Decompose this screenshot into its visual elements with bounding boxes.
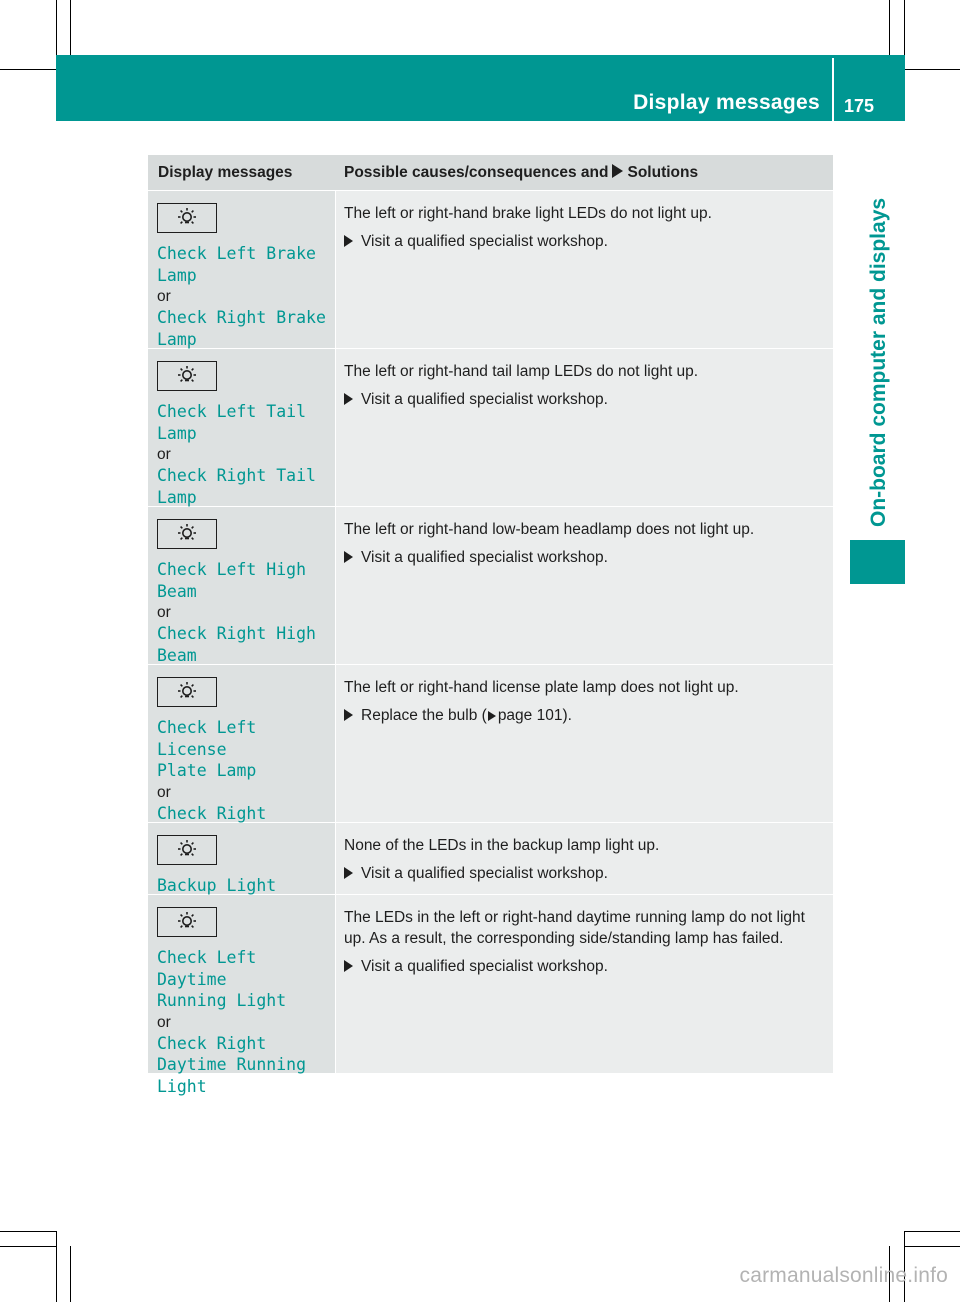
- solution-step: [344, 389, 819, 410]
- display-message: Check Right High Beam: [157, 624, 316, 665]
- display-message: Check Left Brake Lamp: [157, 244, 316, 285]
- lamp-icon-glyph: [175, 206, 199, 230]
- or-label: or: [157, 783, 171, 801]
- display-message: Check Right Brake Lamp: [157, 308, 326, 349]
- display-message: Backup Light: [157, 876, 277, 895]
- solution-step: [344, 231, 819, 252]
- lamp-icon: [157, 907, 217, 937]
- display-message: Check Left High Beam: [157, 560, 307, 601]
- table-row: [148, 348, 833, 506]
- solution-step: [344, 863, 819, 884]
- lamp-icon: [157, 835, 217, 865]
- table-row: [148, 664, 833, 822]
- table-row: [148, 506, 833, 664]
- table-row: [148, 822, 833, 894]
- display-message: Check Left Daytime Running Light: [157, 948, 287, 1010]
- action-arrow-icon: [344, 551, 353, 563]
- solution-text: Visit a qualified specialist workshop.: [361, 233, 608, 250]
- cause-text: The left or right-hand tail lamp LEDs do not light up.: [344, 363, 699, 380]
- side-tab: [850, 121, 905, 535]
- action-arrow-icon: [344, 235, 353, 247]
- action-arrow-icon: [344, 867, 353, 879]
- solution-text: Visit a qualified specialist workshop.: [361, 865, 608, 882]
- message-cell: [148, 349, 335, 506]
- page-reference-link[interactable]: page 101).: [497, 707, 572, 724]
- cause-cell: [336, 507, 833, 664]
- cause-text: The left or right-hand brake light LEDs do not light up.: [344, 205, 712, 222]
- display-messages-table: [148, 155, 833, 1096]
- solution-arrow-icon: [612, 164, 623, 178]
- display-message: Check Left Tail Lamp: [157, 402, 307, 443]
- lamp-icon-glyph: [175, 910, 199, 934]
- page-number: 175: [844, 96, 875, 116]
- lamp-icon-glyph: [175, 680, 199, 704]
- solution-step: [344, 956, 819, 977]
- table-row: [148, 190, 833, 348]
- cause-cell: [336, 823, 833, 894]
- lamp-icon: [157, 519, 217, 549]
- column-header-causes: [336, 155, 833, 190]
- action-arrow-icon: [344, 393, 353, 405]
- crop-mark: [56, 0, 57, 56]
- message-cell: [148, 895, 335, 1096]
- table-body: [148, 190, 833, 1096]
- header-divider: [832, 58, 834, 121]
- column-header-causes-text: Possible causes/consequences and: [344, 164, 609, 181]
- or-label: or: [157, 446, 171, 463]
- display-message: Check Right Tail Lamp: [157, 466, 316, 507]
- side-tab-label: On-board computer and displays: [867, 197, 890, 527]
- crop-mark: [70, 1246, 71, 1302]
- lamp-icon: [157, 677, 217, 707]
- table-header: [148, 155, 833, 190]
- side-tab-marker: [850, 540, 905, 584]
- cause-text: The LEDs in the left or right-hand daytime running lamp do not light up. As a result, the corresponding side/standing lamp has failed.: [344, 909, 805, 947]
- message-cell: [148, 665, 335, 822]
- crop-mark: [56, 1231, 57, 1302]
- cause-cell: [336, 895, 833, 1073]
- cause-cell: [336, 349, 833, 506]
- message-cell: [148, 507, 335, 664]
- lamp-icon: [157, 361, 217, 391]
- lamp-icon: [157, 203, 217, 233]
- or-label: or: [157, 288, 171, 305]
- cause-cell: [336, 191, 833, 348]
- cause-cell: [336, 665, 833, 822]
- lamp-icon-glyph: [175, 364, 199, 388]
- crop-mark: [904, 1246, 960, 1247]
- message-cell: [148, 191, 335, 348]
- lamp-icon-glyph: [175, 522, 199, 546]
- crop-mark: [70, 0, 71, 56]
- or-label: or: [157, 604, 171, 621]
- solution-step: [344, 705, 819, 726]
- solution-text: Replace the bulb (: [361, 707, 487, 724]
- page-title: Display messages: [633, 91, 820, 114]
- column-header-solutions-text: Solutions: [627, 164, 699, 181]
- or-label: or: [157, 1013, 171, 1031]
- action-arrow-icon: [344, 709, 353, 721]
- table-row: [148, 894, 833, 1096]
- solution-step: [344, 547, 819, 568]
- action-arrow-icon: [344, 960, 353, 972]
- solution-text: Visit a qualified specialist workshop.: [361, 549, 608, 566]
- solution-text: Visit a qualified specialist workshop.: [361, 391, 608, 408]
- display-message: Check Left License Plate Lamp: [157, 718, 257, 780]
- solution-text: Visit a qualified specialist workshop.: [361, 958, 608, 975]
- crop-mark: [904, 0, 905, 56]
- cause-text: None of the LEDs in the backup lamp light up.: [344, 837, 660, 854]
- watermark: carmanualsonline.info: [739, 1264, 948, 1287]
- cause-text: The left or right-hand low-beam headlamp does not light up.: [344, 521, 755, 538]
- display-message: Check Right: [157, 803, 267, 823]
- lamp-icon-glyph: [175, 838, 199, 862]
- message-cell: [148, 823, 335, 894]
- page-reference-icon: [488, 711, 496, 721]
- crop-mark: [0, 1246, 56, 1247]
- crop-mark: [0, 1231, 56, 1232]
- display-message: Check Right Daytime Running Light: [157, 1033, 307, 1096]
- crop-mark: [889, 0, 890, 56]
- column-header-messages: Display messages: [158, 164, 293, 181]
- cause-text: The left or right-hand license plate lamp does not light up.: [344, 679, 739, 696]
- crop-mark: [904, 1231, 960, 1232]
